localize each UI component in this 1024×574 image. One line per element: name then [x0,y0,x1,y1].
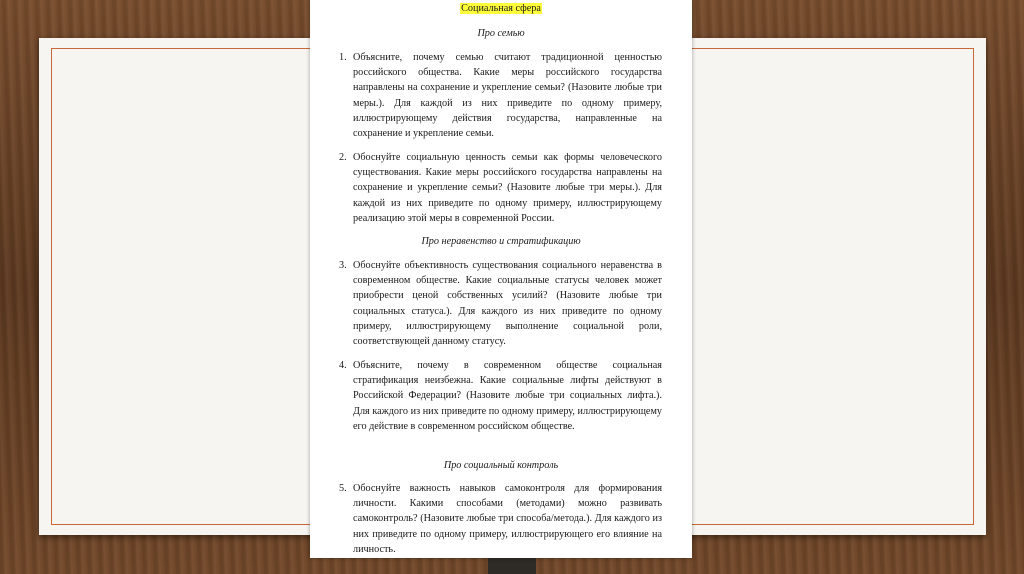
document-page [310,0,692,558]
question-item [339,481,662,557]
question-number: 4. [339,360,347,371]
page-shadow [488,556,536,574]
section-heading-social-control: Про социальный контроль [443,460,559,471]
question-text: Обоснуйте важность навыков самоконтроля для формирования личности. Какими способами (методами) можно развивать самоконтроль? (Назовите любые три способа/метода.). Для каждого из них приведите по одному примеру, иллюстрирующего его влияние на личность. [353,483,662,555]
question-item [339,150,662,226]
document-title: Социальная сфера [461,3,541,14]
document-title-line [310,1,692,16]
question-number: 2. [339,152,347,163]
question-text: Обоснуйте социальную ценность семьи как формы человеческого существования. Какие меры российского государства направлены на сохранение и укрепление семьи? (Назовите любые три меры.). Для каждой из них приведите по одному примеру, иллюстрирующему реализацию этой меры в современной России. [353,152,662,224]
question-item [339,50,662,141]
question-number: 1. [339,52,347,63]
question-number: 5. [339,483,347,494]
section-heading-family: Про семью [477,28,525,39]
question-item [339,258,662,349]
question-text: Обоснуйте объективность существования социального неравенства в современном обществе. Какие социальные статусы человек может приобрести ценой собственных усилий? (Назовите любые три социальных статуса.). Для каждого из них приведите по одному примеру, иллюстрирующему выполнение социальной роли, соответствующей данному статусу. [353,260,662,348]
section-heading-inequality: Про неравенство и стратификацию [421,236,581,247]
question-item [339,358,662,434]
question-text: Объясните, почему семью считают традиционной ценностью российского общества. Какие меры российского государства направлены на сохранение и укрепление семьи? (Назовите любые три меры.). Для каждой из них приведите по одному примеру, иллюстрирующему действия государства, направленные на сохранение и укрепление семьи. [353,52,662,140]
question-text: Объясните, почему в современном обществе социальная стратификация неизбежна. Какие социальные лифты действуют в Российской Федерации? (Назовите любые три социальных лифта.). Для каждого из них приведите по одному примеру, иллюстрирующему его действие в современном российском обществе. [353,360,662,432]
question-number: 3. [339,260,347,271]
